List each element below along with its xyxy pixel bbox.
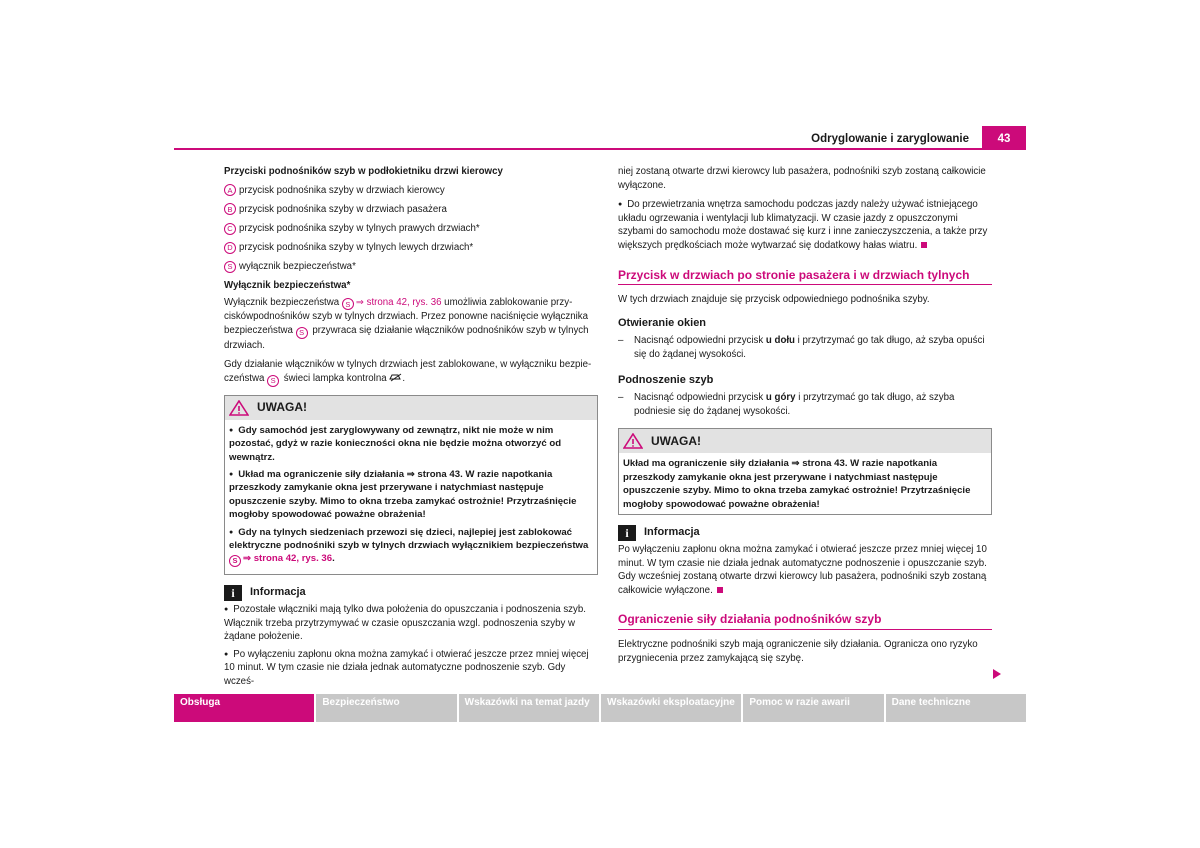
text: umożliwia zablokowanie przy-ciskówpodnośników szyb w tylnych drzwiach. Przez ponowne naciśnięcie wyłącznika bezpieczeństwa: [224, 296, 588, 336]
warning-box: [224, 395, 598, 575]
opening-step: – Nacisnąć odpowiedni przycisk u dołu i przytrzymać go tak długo, aż szyba opuści się do żądanej wysokości.: [618, 334, 992, 361]
warning-bullet: ● Układ ma ograniczenie siły działania ⇒ strona 43. W razie napotkania przeszkody zamykanie okna jest przerywane i natychmiast następuje opuszczenie szyby. Mimo to okna trzeba zamykać ostrożnie! Przytrzaśnięcie mogłoby spowodować poważne obrażenia!: [229, 468, 593, 522]
text: Nacisnąć odpowiedni przycisk u góry i przytrzymać go tak długo, aż szyba podniesie się do żądanej wysokości.: [634, 392, 955, 417]
continued-text: niej zostaną otwarte drzwi kierowcy lub pasażera, podnośniki szyb zostaną całkowicie wyłączone.: [618, 166, 986, 191]
tab-dane-techniczne[interactable]: Dane techniczne: [886, 694, 1026, 722]
next-page-arrow-icon[interactable]: [993, 669, 1001, 679]
tab-wskazowki-eksploatacyjne[interactable]: Wskazówki eksploatacyjne: [601, 694, 741, 722]
info-icon: i: [224, 585, 242, 601]
tab-pomoc[interactable]: Pomoc w razie awarii: [743, 694, 883, 722]
tab-obsluga[interactable]: Obsługa: [174, 694, 314, 722]
info-bullet: ● Po wyłączeniu zapłonu okna można zamykać i otwierać jeszcze przez mniej więcej 10 minut. W tym czasie nie działa jednak automatyczne podnoszenie szyb. Gdy wcześ-: [224, 648, 598, 689]
marker-s: S: [267, 375, 279, 387]
list-item: [224, 241, 598, 255]
safety-switch-heading: Wyłącznik bezpieczeństwa*: [224, 280, 351, 292]
warning-body: [225, 420, 597, 574]
footer-nav: [174, 694, 1026, 722]
page-number: 43: [982, 126, 1026, 150]
warning-box: [618, 428, 992, 515]
warning-title: UWAGA!: [651, 433, 701, 448]
text: Po wyłączeniu zapłonu okna można zamykać i otwierać jeszcze przez mniej więcej 10 minut. W tym czasie nie działa jednak automatyczne podnoszenie i opuszczanie szyb. Gdy wcześniej zostaną otwarte drzwi kierowcy lub pasażera, podnośniki szyb zostaną całkowicie wyłączone.: [618, 543, 987, 596]
list-item: [224, 222, 598, 236]
closing-step: – Nacisnąć odpowiedni przycisk u góry i przytrzymać go tak długo, aż szyba podniesie się do żądanej wysokości.: [618, 391, 992, 418]
text: Gdy na tylnych siedzeniach przewozi się dzieci, najlepiej jest zablokować elektryczne podnośniki szyb w tylnych drzwiach wyłącznikiem bezpieczeństwa: [229, 526, 589, 551]
info-title: Informacja: [644, 526, 700, 539]
warning-bullet: ● Gdy samochód jest zaryglowywany od zewnątrz, nikt nie może w nim pozostać, gdyż w razie konieczności okna nie będzie można otworzyć od wewnątrz.: [229, 424, 593, 464]
warning-bullet: ● Gdy na tylnych siedzeniach przewozi się dzieci, najlepiej jest zablokować elektryczne podnośniki szyb w tylnych drzwiach wyłącznikiem bezpieczeństwa S ⇒ strona 42, rys. 36.: [229, 526, 593, 568]
warning-triangle-icon: [623, 433, 643, 449]
text: Gdy działanie włączników w tylnych drzwiach jest zablokowane, w wyłączniku bezpie-czeństwa: [224, 359, 592, 384]
text: Do przewietrzania wnętrza samochodu podczas jazdy należy używać istniejącego układu ogrzewania i wentylacji lub klimatyzacji. W czasie jazdy z opuszczonymi szybami do samochodu może dostawać się kurz i inne zanieczyszczenia, a także przy większych prędkościach może wytwarzać się dodatkowy hałas wiatru.: [618, 199, 988, 251]
info-header: [618, 525, 992, 541]
end-mark-icon: [717, 587, 723, 593]
text: świeci lampka kontrolna: [281, 372, 390, 384]
item-text: przycisk podnośnika szyby w tylnych prawych drzwiach*: [239, 222, 480, 234]
info-header: [224, 585, 598, 601]
item-text: przycisk podnośnika szyby w tylnych lewych drzwiach*: [239, 241, 474, 253]
list-item: [224, 203, 598, 217]
page-reference-link[interactable]: ⇒ strona 42, rys. 36: [243, 553, 333, 565]
info-bullet: ● Pozostałe włączniki mają tylko dwa położenia do opuszczania i podnoszenia szyb. Włącznik trzeba przytrzymywać w czasie opuszczania wzgl. podnoszenia szyby w żądane położenie.: [224, 603, 598, 644]
section-heading-force-limit: Ograniczenie siły działania podnośników szyb: [618, 613, 992, 630]
section-heading-passenger: Przycisk w drzwiach po stronie pasażera i w drzwiach tylnych: [618, 269, 992, 286]
ventilation-bullet: [618, 198, 992, 252]
page-reference-link[interactable]: ⇒ strona 42, rys. 36: [355, 296, 442, 308]
info-title: Informacja: [250, 586, 306, 599]
switches-heading: Przyciski podnośników szyb w podłokietniku drzwi kierowcy: [224, 166, 503, 177]
opening-heading: Otwieranie okien: [618, 316, 707, 329]
item-text: przycisk podnośnika szyby w drzwiach pasażera: [239, 203, 447, 215]
right-column: [618, 165, 992, 671]
end-mark-icon: [921, 242, 927, 248]
warning-body: Układ ma ograniczenie siły działania ⇒ strona 43. W razie napotkania przeszkody zamykanie okna jest przerywane i natychmiast następuje opuszczenie szyby. Mimo to okna trzeba zamykać ostrożnie! Przytrzaśnięcie mogłoby spowodować poważne obrażenia!: [623, 458, 971, 510]
marker-s: S: [224, 261, 236, 273]
left-column: [224, 165, 598, 695]
page-header: [174, 126, 1026, 150]
info-icon: i: [618, 525, 636, 541]
safety-switch-paragraph: [224, 296, 598, 353]
marker-a: A: [224, 184, 236, 196]
warning-header: [619, 429, 991, 453]
text: przywraca się działanie włączników podnośników szyb w tylnych drzwiach.: [224, 325, 589, 351]
warning-title: UWAGA!: [257, 399, 307, 414]
text: Wyłącznik bezpieczeństwa: [224, 296, 342, 308]
text: Nacisnąć odpowiedni przycisk u dołu i przytrzymać go tak długo, aż szyba opuści się do żądanej wysokości.: [634, 335, 985, 360]
item-text: przycisk podnośnika szyby w drzwiach kierowcy: [239, 184, 445, 196]
warning-triangle-icon: [229, 400, 249, 416]
list-item: [224, 260, 598, 274]
marker-b: B: [224, 203, 236, 215]
marker-c: C: [224, 223, 236, 235]
marker-s: S: [229, 555, 241, 567]
lamp-paragraph: Gdy działanie włączników w tylnych drzwiach jest zablokowane, w wyłączniku bezpie-czeństwa S świeci lampka kontrolna .: [224, 359, 592, 385]
car-lock-indicator-icon: [389, 372, 402, 382]
item-text: wyłącznik bezpieczeństwa*: [239, 260, 356, 272]
marker-s: S: [342, 298, 354, 310]
list-item: [224, 184, 598, 198]
force-limit-paragraph: Elektryczne podnośniki szyb mają ograniczenie siły działania. Ogranicza ono ryzyko przygniecenia przez zamykającą się szybę.: [618, 638, 978, 664]
tab-bezpieczenstwo[interactable]: Bezpieczeństwo: [316, 694, 456, 722]
tab-wskazowki-jazdy[interactable]: Wskazówki na temat jazdy: [459, 694, 599, 722]
closing-heading: Podnoszenie szyb: [618, 373, 714, 386]
marker-d: D: [224, 242, 236, 254]
header-rule: [174, 148, 1026, 150]
chapter-title: Odryglowanie i zaryglowanie: [811, 133, 969, 145]
passenger-paragraph: W tych drzwiach znajduje się przycisk odpowiedniego podnośnika szyby.: [618, 294, 930, 306]
warning-header: [225, 396, 597, 420]
marker-s: S: [296, 327, 308, 339]
info-paragraph: [618, 543, 992, 597]
